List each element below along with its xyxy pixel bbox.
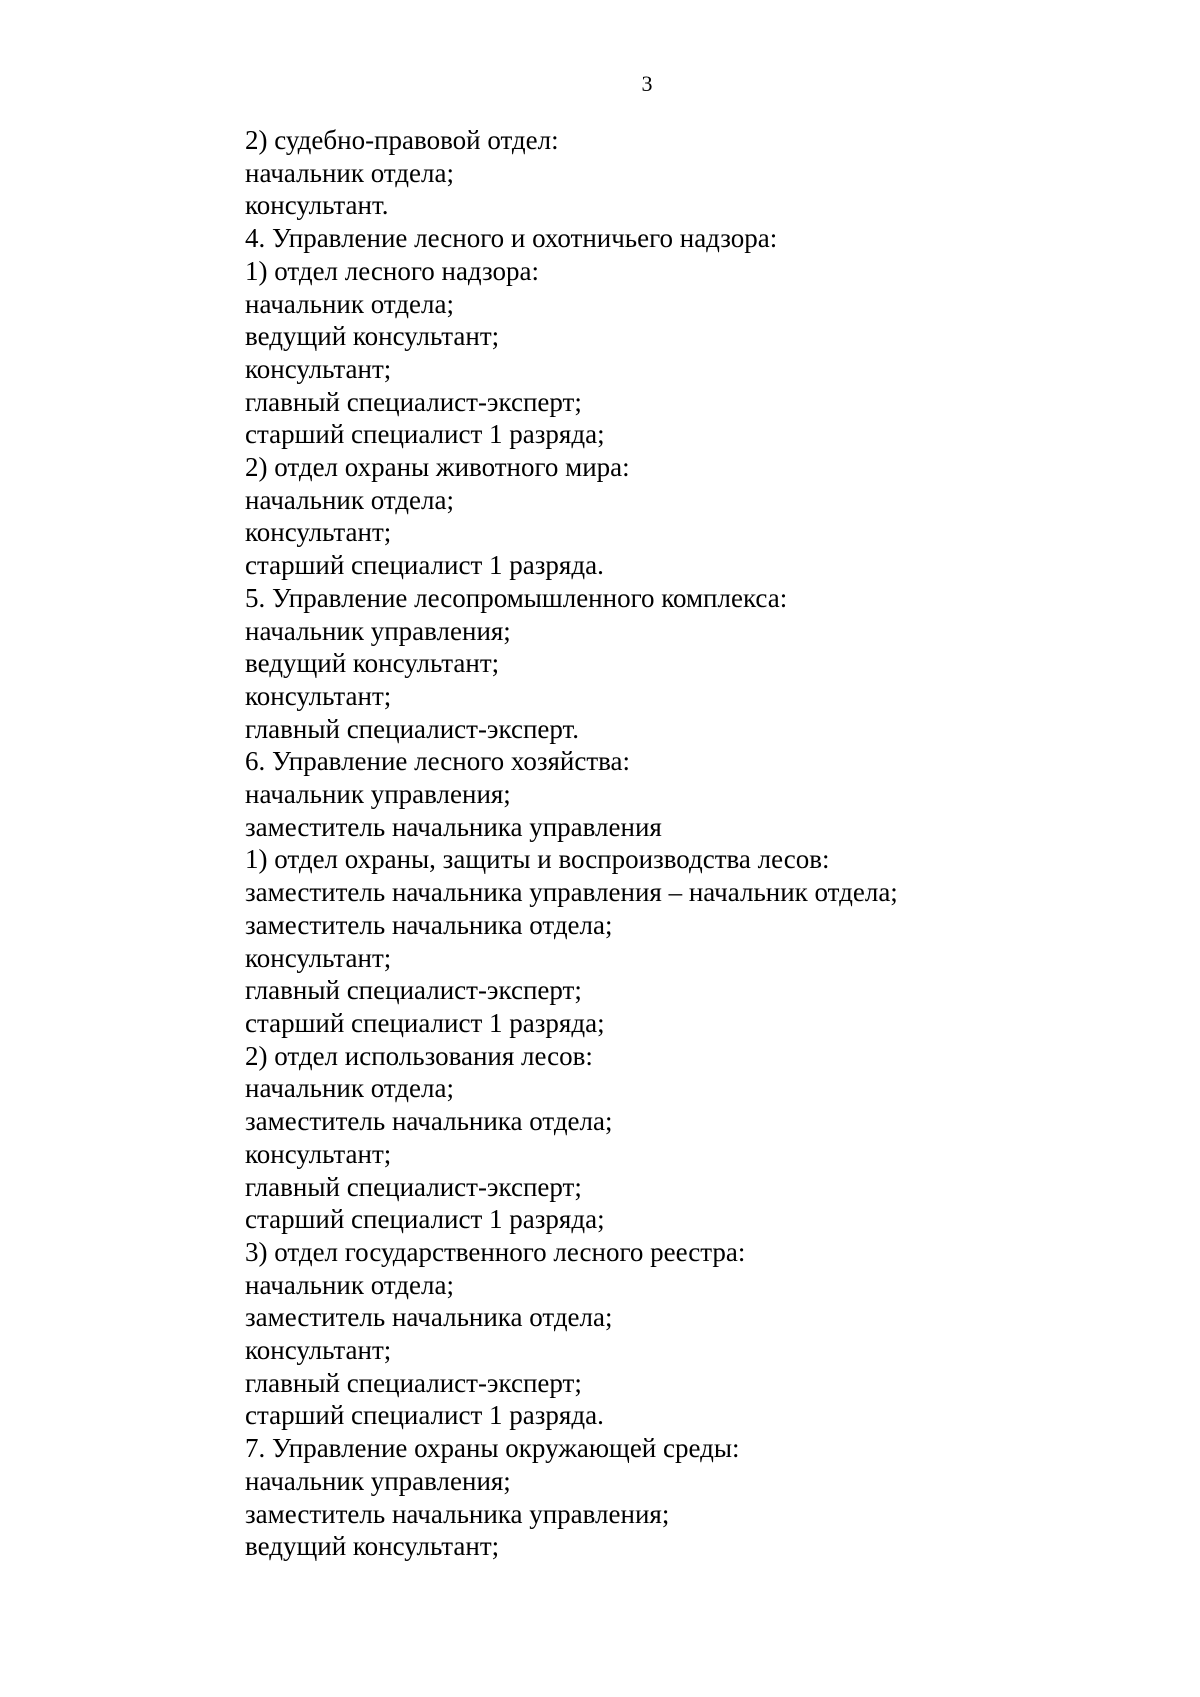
text-line: ведущий консультант; — [245, 321, 500, 352]
text-line: консультант; — [245, 517, 392, 548]
section-heading: 4. Управление лесного и охотничьего надзора: — [245, 223, 778, 254]
text-line: начальник отдела; — [245, 1073, 454, 1104]
text-line: заместитель начальника управления; — [245, 1498, 670, 1529]
subsection-heading: 2) отдел использования лесов: — [245, 1040, 593, 1071]
subsection-heading: 2) отдел охраны животного мира: — [245, 452, 630, 483]
text-line: 2) судебно-правовой отдел: — [245, 125, 559, 155]
text-line: консультант; — [245, 680, 392, 711]
page-number: 3 — [641, 71, 653, 96]
text-line: начальник управления; — [245, 615, 511, 646]
text-line: ведущий консультант; — [245, 648, 500, 679]
text-line: начальник отдела; — [245, 288, 454, 319]
text-line: главный специалист-эксперт; — [245, 1367, 582, 1398]
text-line: начальник отдела; — [245, 1269, 454, 1300]
text-line: начальник управления; — [245, 1465, 511, 1496]
text-line: заместитель начальника отдела; — [245, 909, 613, 940]
section-heading: 6. Управление лесного хозяйства: — [245, 746, 631, 777]
text-line: заместитель начальника отдела; — [245, 1302, 613, 1333]
text-line: начальник отдела; — [245, 484, 454, 515]
text-line: главный специалист-эксперт; — [245, 975, 582, 1006]
text-line: главный специалист-эксперт; — [245, 386, 582, 417]
document-body — [245, 124, 1145, 1563]
section-heading: 5. Управление лесопромышленного комплекса: — [245, 582, 788, 613]
text-line: старший специалист 1 разряда. — [245, 1400, 604, 1431]
text-line: консультант; — [245, 1138, 392, 1169]
text-line: главный специалист-эксперт. — [245, 713, 580, 744]
text-line: главный специалист-эксперт; — [245, 1171, 582, 1202]
section-heading: 7. Управление охраны окружающей среды: — [245, 1433, 740, 1464]
text-line: старший специалист 1 разряда; — [245, 1204, 605, 1235]
text-line: заместитель начальника управления – начальник отдела; — [245, 877, 898, 908]
text-line: консультант; — [245, 353, 392, 384]
text-line: ведущий консультант; — [245, 1531, 500, 1562]
text-line: начальник управления; — [245, 779, 511, 810]
text-line: консультант. — [245, 190, 389, 221]
text-line: консультант; — [245, 942, 392, 973]
text-line: начальник отдела; — [245, 157, 454, 188]
subsection-heading: 1) отдел лесного надзора: — [245, 255, 539, 286]
text-line: старший специалист 1 разряда. — [245, 550, 604, 581]
subsection-heading: 1) отдел охраны, защиты и воспроизводства лесов: — [245, 844, 830, 875]
text-line: старший специалист 1 разряда; — [245, 419, 605, 450]
text-line: старший специалист 1 разряда; — [245, 1007, 605, 1038]
text-line: заместитель начальника отдела; — [245, 1106, 613, 1137]
text-line: консультант; — [245, 1335, 392, 1366]
text-line: заместитель начальника управления — [245, 811, 662, 842]
subsection-heading: 3) отдел государственного лесного реестра: — [245, 1236, 746, 1267]
